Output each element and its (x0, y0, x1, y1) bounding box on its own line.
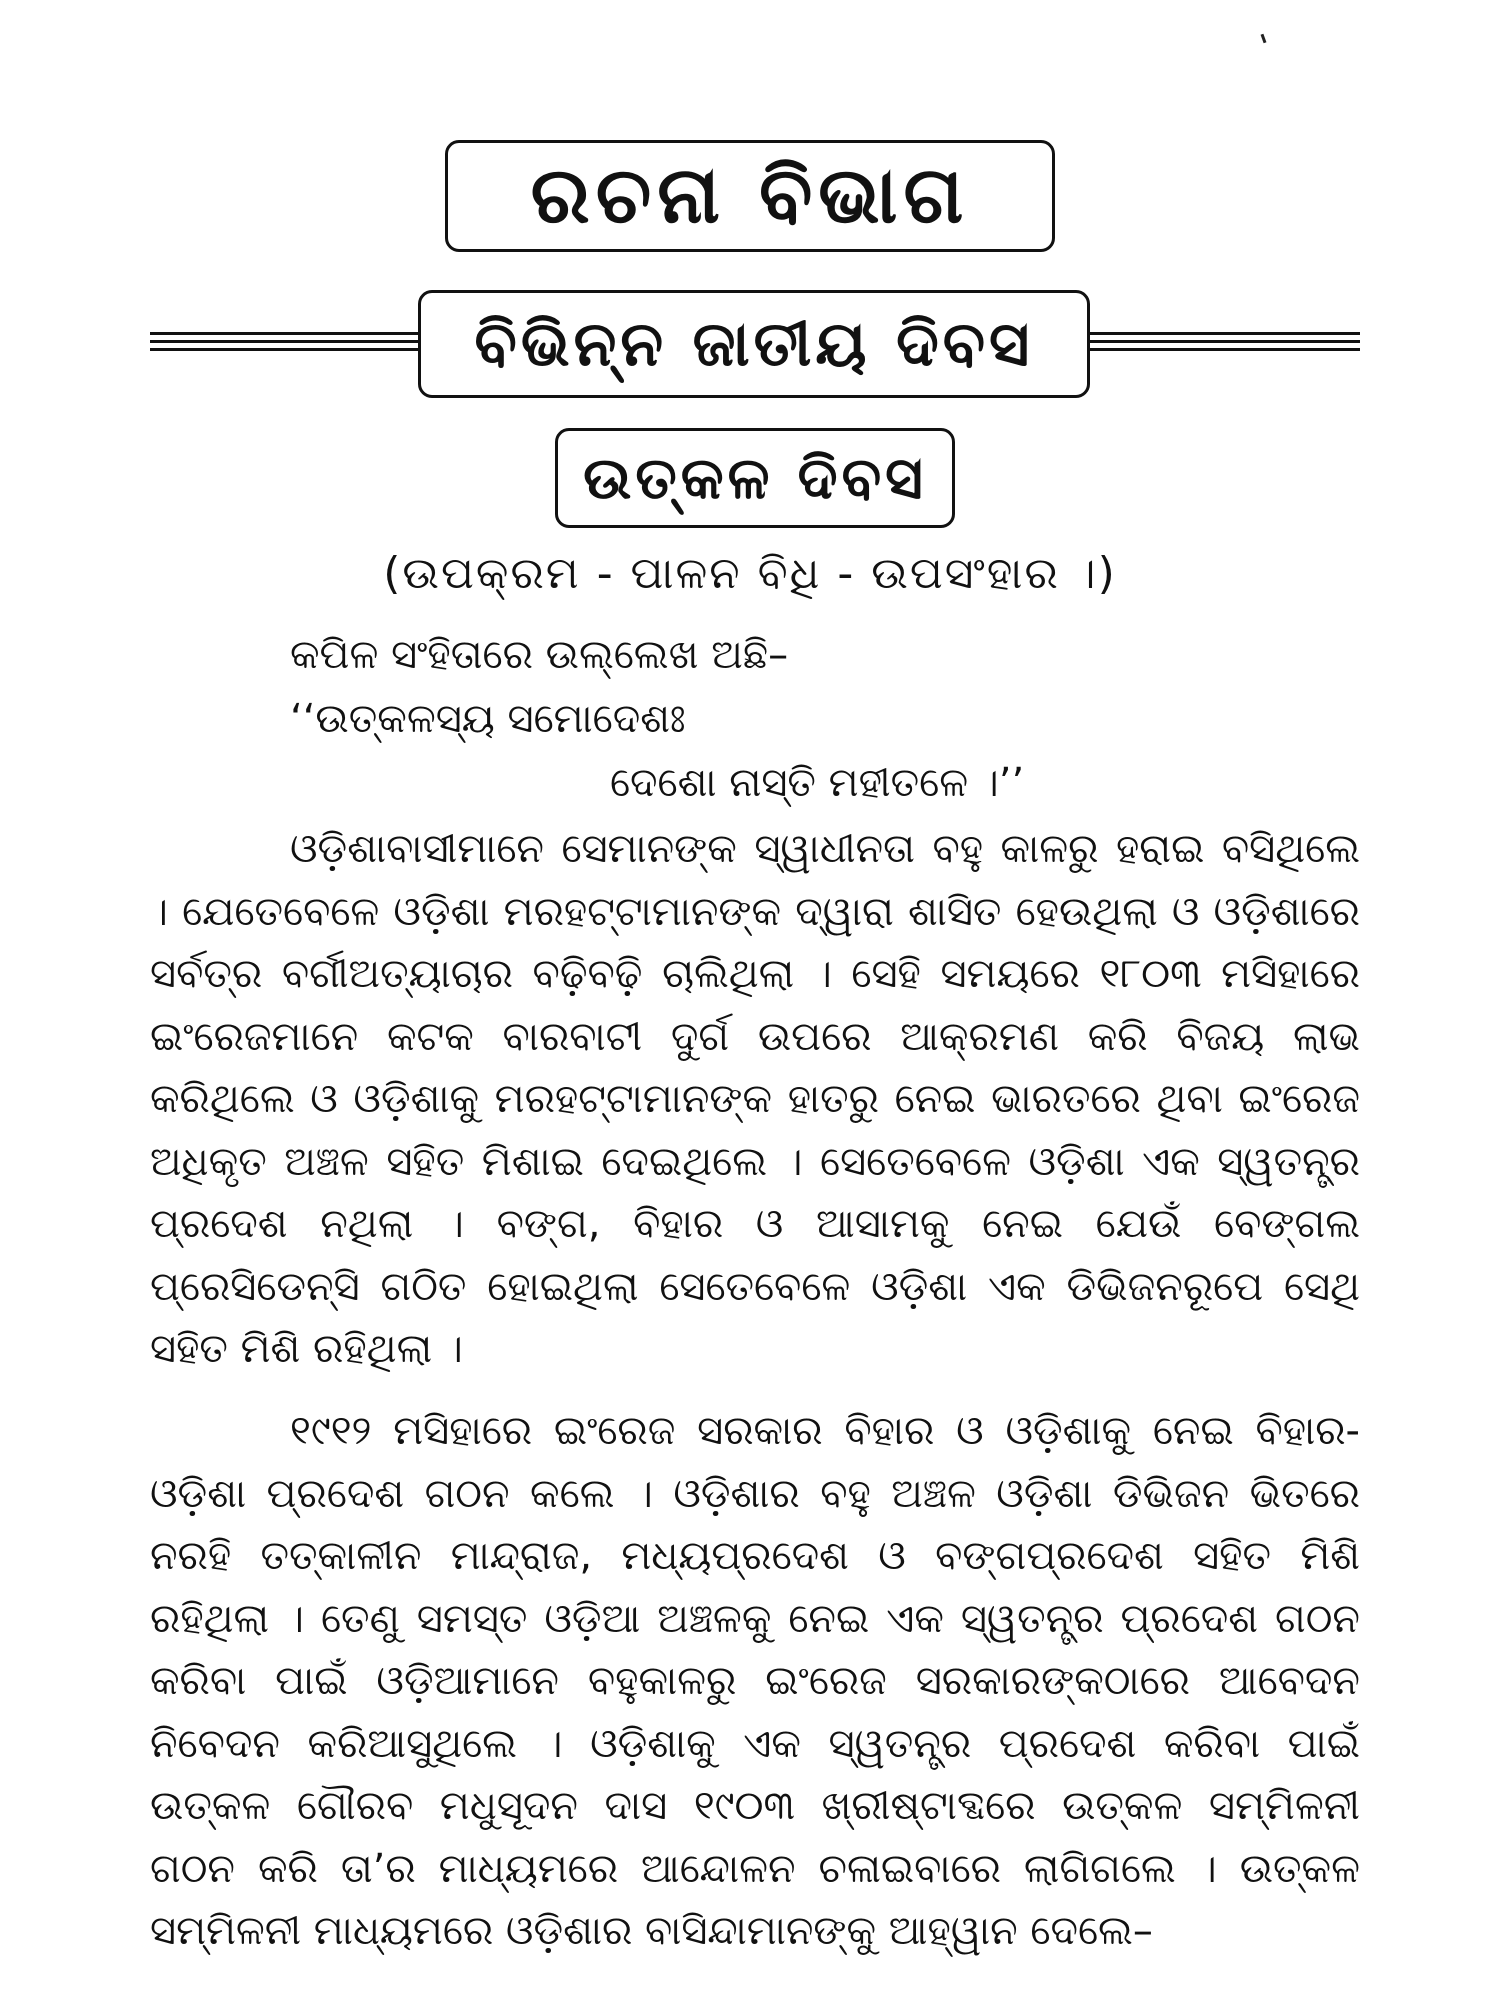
margin-mark (1261, 34, 1267, 43)
paragraph-1: ଓଡ଼ିଶାବାସୀମାନେ ସେମାନଙ୍କ ସ୍ୱାଧୀନତା ବହୁ କାଳରୁ ହରାଇ ବସିଥିଲେ । ଯେତେବେଳେ ଓଡ଼ିଶା ମରହଟ୍ଟାମାନଙ୍କ ଦ୍ୱାରା ଶାସିତ ହେଉଥିଲା ଓ ଓଡ଼ିଶାରେ ସର୍ବତ୍ର ବର୍ଗୀଅତ୍ୟାଚାର ବଢ଼ିବଢ଼ି ଚାଲିଥିଲା । ସେହି ସମୟରେ ୧୮୦୩ ମସିହାରେ ଇଂରେଜମାନେ କଟକ ବାରବାଟୀ ଦୁର୍ଗ ଉପରେ ଆକ୍ରମଣ କରି ବିଜୟ ଲାଭ କରିଥିଲେ ଓ ଓଡ଼ିଶାକୁ ମରହଟ୍ଟାମାନଙ୍କ ହାତରୁ ନେଇ ଭାରତରେ ଥିବା ଇଂରେଜ ଅଧିକୃତ ଅଞ୍ଚଳ ସହିତ ମିଶାଇ ଦେଇଥିଲେ । ସେତେବେଳେ ଓଡ଼ିଶା ଏକ ସ୍ୱତନ୍ତ୍ର ପ୍ରଦେଶ ନଥିଲା । ବଙ୍ଗ, ବିହାର ଓ ଆସାମକୁ ନେଇ ଯେଉଁ ବେଙ୍ଗଲ ପ୍ରେସିଡେନ୍ସି ଗଠିତ ହୋଇଥିଲା ସେତେବେଳେ ଓଡ଼ିଶା ଏକ ଡିଭିଜନରୂପେ ସେଥି ସହିତ ମିଶି ରହିଥିଲା । (150, 826, 1360, 1372)
intro-lead: କପିଳ ସଂହିତାରେ ଉଲ୍ଲେଖ ଅଛି– (290, 632, 789, 678)
quote-line-2: ଦେଶୋ ନାସ୍ତି ମହୀତଳେ ।’’ (610, 760, 1025, 806)
subtitle: ବିଭିନ୍ନ ଜାତୀୟ ଦିବସ (418, 290, 1090, 398)
essay-outline: (ଉପକ୍ରମ - ପାଳନ ବିଧି - ଉପସଂହାର ।) (383, 548, 1117, 599)
paragraph-2: ୧୯୧୨ ମସିହାରେ ଇଂରେଜ ସରକାର ବିହାର ଓ ଓଡ଼ିଶାକୁ ନେଇ ବିହାର-ଓଡ଼ିଶା ପ୍ରଦେଶ ଗଠନ କଲେ । ଓଡ଼ିଶାର ବହୁ ଅଞ୍ଚଳ ଓଡ଼ିଶା ଡିଭିଜନ ଭିତରେ ନରହି ତତ୍କାଳୀନ ମାନ୍ଦ୍ରାଜ, ମଧ୍ୟପ୍ରଦେଶ ଓ ବଙ୍ଗପ୍ରଦେଶ ସହିତ ମିଶି ରହିଥିଲା । ତେଣୁ ସମସ୍ତ ଓଡ଼ିଆ ଅଞ୍ଚଳକୁ ନେଇ ଏକ ସ୍ୱତନ୍ତ୍ର ପ୍ରଦେଶ ଗଠନ କରିବା ପାଇଁ ଓଡ଼ିଆମାନେ ବହୁକାଳରୁ ଇଂରେଜ ସରକାରଙ୍କଠାରେ ଆବେଦନ ନିବେଦନ କରିଆସୁଥିଲେ । ଓଡ଼ିଶାକୁ ଏକ ସ୍ୱତନ୍ତ୍ର ପ୍ରଦେଶ କରିବା ପାଇଁ ଉତ୍କଳ ଗୌରବ ମଧୁସୂଦନ ଦାସ ୧୯୦୩ ଖ୍ରୀଷ୍ଟାବ୍ଦରେ ଉତ୍କଳ ସମ୍ମିଳନୀ ଗଠନ କରି ତା’ର ମାଧ୍ୟମରେ ଆନ୍ଦୋଳନ ଚଳାଇବାରେ ଲାଗିଗଲେ । ଉତ୍କଳ ସମ୍ମିଳନୀ ମାଧ୍ୟମରେ ଓଡ଼ିଶାର ବାସିନ୍ଦାମାନଙ୍କୁ ଆହ୍ୱାନ ଦେଲେ– (150, 1408, 1360, 1954)
topic-title: ଉତ୍କଳ ଦିବସ (555, 428, 955, 528)
quote-line-1: ‘‘ଉତ୍କଳସ୍ୟ ସମୋଦେଶଃ (290, 696, 686, 742)
section-title: ରଚନା ବିଭାଗ (445, 140, 1055, 252)
subtitle-row (150, 290, 1360, 400)
left-rule-divider (150, 332, 418, 358)
right-rule-divider (1090, 332, 1360, 358)
